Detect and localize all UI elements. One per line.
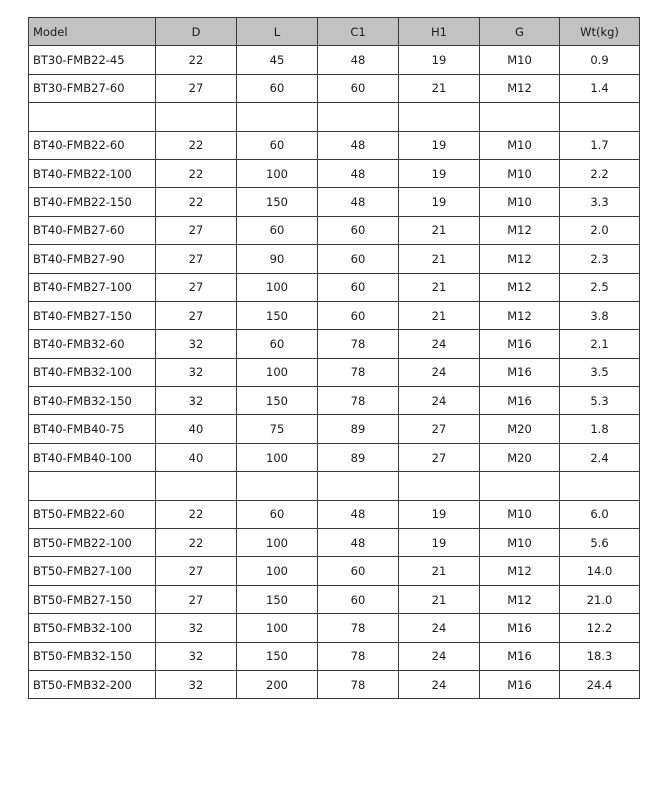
value-cell: M20	[480, 443, 560, 471]
value-cell: 32	[156, 670, 237, 698]
value-cell: M12	[480, 245, 560, 273]
value-cell: 27	[156, 74, 237, 102]
value-cell: 48	[318, 131, 399, 159]
value-cell: 14.0	[560, 557, 640, 585]
table-row	[29, 585, 640, 613]
value-cell: M12	[480, 273, 560, 301]
value-cell: 60	[237, 131, 318, 159]
column-header: L	[237, 18, 318, 46]
value-cell	[156, 472, 237, 500]
value-cell: 60	[237, 216, 318, 244]
value-cell: 60	[318, 74, 399, 102]
value-cell	[318, 103, 399, 131]
value-cell	[560, 103, 640, 131]
value-cell: 48	[318, 529, 399, 557]
table-row	[29, 642, 640, 670]
model-cell: BT50-FMB32-200	[29, 670, 156, 698]
value-cell: 24	[399, 330, 480, 358]
model-cell: BT40-FMB32-150	[29, 387, 156, 415]
value-cell: 6.0	[560, 500, 640, 528]
value-cell: M16	[480, 358, 560, 386]
value-cell: 150	[237, 387, 318, 415]
value-cell: 60	[318, 301, 399, 329]
model-cell: BT50-FMB27-100	[29, 557, 156, 585]
value-cell: 21	[399, 216, 480, 244]
model-cell: BT30-FMB27-60	[29, 74, 156, 102]
value-cell: 48	[318, 46, 399, 74]
value-cell: 24	[399, 614, 480, 642]
header-row	[29, 18, 640, 46]
value-cell: 2.3	[560, 245, 640, 273]
value-cell: 89	[318, 443, 399, 471]
column-header: D	[156, 18, 237, 46]
table-body	[29, 46, 640, 699]
value-cell: 19	[399, 131, 480, 159]
value-cell: 24.4	[560, 670, 640, 698]
table-row	[29, 131, 640, 159]
value-cell: 5.3	[560, 387, 640, 415]
value-cell: 78	[318, 358, 399, 386]
model-cell: BT40-FMB22-150	[29, 188, 156, 216]
value-cell: M16	[480, 642, 560, 670]
value-cell: 150	[237, 585, 318, 613]
table-row	[29, 273, 640, 301]
value-cell: 2.4	[560, 443, 640, 471]
table-row	[29, 245, 640, 273]
value-cell: 19	[399, 188, 480, 216]
value-cell: M10	[480, 188, 560, 216]
value-cell: 2.0	[560, 216, 640, 244]
value-cell: 21	[399, 585, 480, 613]
value-cell	[318, 472, 399, 500]
column-header: H1	[399, 18, 480, 46]
value-cell: 12.2	[560, 614, 640, 642]
value-cell: 21.0	[560, 585, 640, 613]
model-cell: BT40-FMB40-100	[29, 443, 156, 471]
value-cell: 60	[237, 74, 318, 102]
value-cell	[237, 472, 318, 500]
value-cell: 19	[399, 159, 480, 187]
value-cell: 27	[399, 443, 480, 471]
value-cell: 1.7	[560, 131, 640, 159]
model-cell: BT50-FMB22-100	[29, 529, 156, 557]
value-cell: 24	[399, 642, 480, 670]
value-cell: 78	[318, 642, 399, 670]
value-cell: 40	[156, 415, 237, 443]
value-cell: 100	[237, 529, 318, 557]
model-cell: BT50-FMB32-150	[29, 642, 156, 670]
value-cell: 27	[156, 585, 237, 613]
value-cell: 60	[237, 330, 318, 358]
value-cell: 32	[156, 387, 237, 415]
value-cell: M12	[480, 74, 560, 102]
value-cell: 45	[237, 46, 318, 74]
value-cell	[480, 472, 560, 500]
value-cell: 18.3	[560, 642, 640, 670]
model-cell: BT40-FMB22-60	[29, 131, 156, 159]
value-cell: 0.9	[560, 46, 640, 74]
value-cell: M16	[480, 614, 560, 642]
table-row	[29, 415, 640, 443]
model-cell: BT40-FMB27-60	[29, 216, 156, 244]
value-cell: 150	[237, 301, 318, 329]
table-row	[29, 188, 640, 216]
value-cell: 32	[156, 614, 237, 642]
value-cell: M10	[480, 159, 560, 187]
value-cell: 32	[156, 358, 237, 386]
model-cell: BT40-FMB22-100	[29, 159, 156, 187]
value-cell: 21	[399, 273, 480, 301]
value-cell: M20	[480, 415, 560, 443]
value-cell: M12	[480, 557, 560, 585]
value-cell: 78	[318, 614, 399, 642]
table-row	[29, 614, 640, 642]
value-cell: 100	[237, 443, 318, 471]
table-row	[29, 330, 640, 358]
table-row	[29, 74, 640, 102]
value-cell: 60	[237, 500, 318, 528]
table-row	[29, 216, 640, 244]
value-cell: 40	[156, 443, 237, 471]
value-cell: 78	[318, 330, 399, 358]
value-cell: 27	[156, 301, 237, 329]
value-cell: 60	[318, 585, 399, 613]
value-cell: 100	[237, 358, 318, 386]
value-cell: 48	[318, 159, 399, 187]
value-cell	[399, 103, 480, 131]
value-cell: M10	[480, 500, 560, 528]
model-cell: BT50-FMB27-150	[29, 585, 156, 613]
value-cell: 22	[156, 46, 237, 74]
value-cell: 27	[156, 557, 237, 585]
value-cell: 100	[237, 273, 318, 301]
model-cell	[29, 472, 156, 500]
value-cell: 22	[156, 529, 237, 557]
value-cell: 21	[399, 557, 480, 585]
value-cell: 3.3	[560, 188, 640, 216]
value-cell	[237, 103, 318, 131]
value-cell: 21	[399, 74, 480, 102]
value-cell: M16	[480, 670, 560, 698]
table-row	[29, 670, 640, 698]
value-cell	[560, 472, 640, 500]
value-cell: 21	[399, 301, 480, 329]
table-row	[29, 387, 640, 415]
spec-table	[28, 17, 640, 699]
model-cell: BT40-FMB32-60	[29, 330, 156, 358]
value-cell: 89	[318, 415, 399, 443]
model-cell: BT40-FMB40-75	[29, 415, 156, 443]
value-cell: 2.5	[560, 273, 640, 301]
value-cell: 32	[156, 330, 237, 358]
value-cell: 19	[399, 529, 480, 557]
value-cell: 27	[156, 216, 237, 244]
value-cell: 19	[399, 500, 480, 528]
value-cell: 60	[318, 557, 399, 585]
value-cell: 100	[237, 557, 318, 585]
value-cell: 22	[156, 188, 237, 216]
value-cell: M10	[480, 529, 560, 557]
model-cell: BT40-FMB27-150	[29, 301, 156, 329]
value-cell: 75	[237, 415, 318, 443]
model-cell: BT50-FMB32-100	[29, 614, 156, 642]
table-row	[29, 557, 640, 585]
value-cell: 27	[156, 273, 237, 301]
spacer-row	[29, 103, 640, 131]
table-row	[29, 46, 640, 74]
value-cell: 150	[237, 642, 318, 670]
value-cell: 78	[318, 387, 399, 415]
value-cell: 21	[399, 245, 480, 273]
value-cell: 3.5	[560, 358, 640, 386]
value-cell: 22	[156, 500, 237, 528]
value-cell: 27	[399, 415, 480, 443]
column-header: G	[480, 18, 560, 46]
value-cell: 27	[156, 245, 237, 273]
model-cell: BT40-FMB27-100	[29, 273, 156, 301]
table-row	[29, 301, 640, 329]
value-cell: M12	[480, 301, 560, 329]
value-cell: 22	[156, 159, 237, 187]
value-cell: 2.1	[560, 330, 640, 358]
value-cell: 78	[318, 670, 399, 698]
value-cell	[156, 103, 237, 131]
table-row	[29, 443, 640, 471]
value-cell: 24	[399, 670, 480, 698]
value-cell: 100	[237, 614, 318, 642]
value-cell: 2.2	[560, 159, 640, 187]
column-header: Wt(kg)	[560, 18, 640, 46]
value-cell: 5.6	[560, 529, 640, 557]
value-cell	[480, 103, 560, 131]
column-header: C1	[318, 18, 399, 46]
value-cell: 24	[399, 358, 480, 386]
value-cell: 19	[399, 46, 480, 74]
spacer-row	[29, 472, 640, 500]
value-cell: 60	[318, 216, 399, 244]
value-cell: M16	[480, 330, 560, 358]
model-cell: BT30-FMB22-45	[29, 46, 156, 74]
value-cell: M12	[480, 216, 560, 244]
value-cell: 32	[156, 642, 237, 670]
value-cell: M12	[480, 585, 560, 613]
model-cell: BT50-FMB22-60	[29, 500, 156, 528]
table-row	[29, 159, 640, 187]
value-cell: 24	[399, 387, 480, 415]
model-cell: BT40-FMB27-90	[29, 245, 156, 273]
value-cell: 22	[156, 131, 237, 159]
value-cell: M10	[480, 131, 560, 159]
value-cell: 48	[318, 188, 399, 216]
value-cell: 150	[237, 188, 318, 216]
value-cell: M10	[480, 46, 560, 74]
value-cell: 1.4	[560, 74, 640, 102]
value-cell: 3.8	[560, 301, 640, 329]
value-cell: 200	[237, 670, 318, 698]
table-row	[29, 529, 640, 557]
column-header: Model	[29, 18, 156, 46]
value-cell: 48	[318, 500, 399, 528]
value-cell: 1.8	[560, 415, 640, 443]
value-cell: M16	[480, 387, 560, 415]
value-cell: 60	[318, 273, 399, 301]
table-row	[29, 358, 640, 386]
value-cell	[399, 472, 480, 500]
table-row	[29, 500, 640, 528]
value-cell: 100	[237, 159, 318, 187]
value-cell: 60	[318, 245, 399, 273]
model-cell: BT40-FMB32-100	[29, 358, 156, 386]
model-cell	[29, 103, 156, 131]
value-cell: 90	[237, 245, 318, 273]
